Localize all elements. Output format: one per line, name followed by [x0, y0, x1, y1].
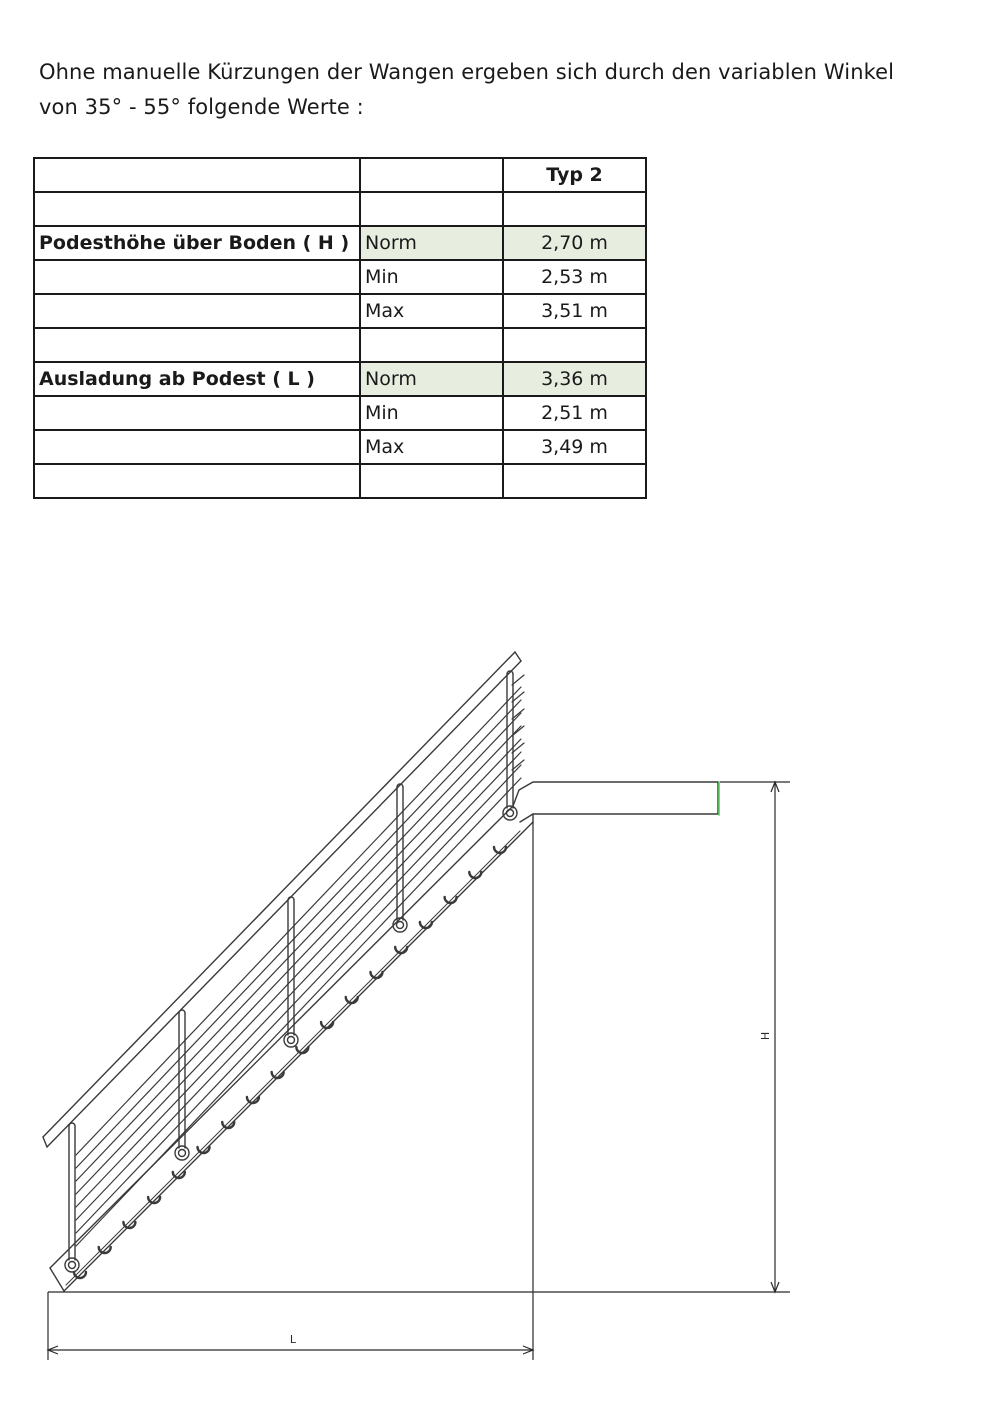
post-base-inner [179, 1150, 186, 1157]
post-base-inner [397, 922, 404, 929]
railing-bar [76, 739, 521, 1207]
table-spacer-row [34, 464, 646, 498]
table-spacer-row [34, 192, 646, 226]
row-value: 2,51 m [503, 396, 646, 430]
row-kind: Norm [360, 226, 503, 260]
row-kind: Max [360, 430, 503, 464]
post-base [393, 918, 407, 932]
stringer-bottom-cap [50, 1268, 64, 1291]
railing-bar [76, 700, 521, 1168]
height-dimension-label: H [759, 1031, 772, 1041]
step-tread [346, 997, 358, 1003]
row-value: 3,36 m [503, 362, 646, 396]
handrail-end [43, 1137, 47, 1147]
group-label-length: Ausladung ab Podest ( L ) [34, 362, 360, 396]
handrail-end [515, 652, 521, 661]
table-row [34, 294, 646, 328]
post-base-inner [69, 1262, 76, 1269]
railing-post-cap [69, 1123, 75, 1126]
intro-line-2: von 35° - 55° folgende Werte : [39, 95, 364, 119]
group-label-height: Podesthöhe über Boden ( H ) [34, 226, 360, 260]
railing-bar [76, 713, 521, 1181]
post-base [175, 1146, 189, 1160]
railing-bar [76, 687, 521, 1155]
railing-bar [76, 765, 521, 1233]
row-value: 3,51 m [503, 294, 646, 328]
table-row [34, 396, 646, 430]
handrail-top [43, 652, 515, 1137]
railing-bar-end [512, 709, 524, 719]
post-base-inner [288, 1037, 295, 1044]
values-table [33, 157, 647, 499]
dimension-lines [48, 782, 790, 1360]
stair-illustration [43, 652, 719, 1291]
post-base [65, 1258, 79, 1272]
railing-bar [76, 726, 521, 1194]
railing-bar [76, 778, 521, 1246]
railing-bar-end [512, 726, 524, 736]
railing-bar-end [512, 692, 524, 702]
column-header-typ2: Typ 2 [503, 158, 646, 192]
row-value: 2,70 m [503, 226, 646, 260]
railing-bar [76, 752, 521, 1220]
railing-bar-end [512, 743, 524, 753]
table-row [34, 260, 646, 294]
stair-drawing [0, 560, 1000, 1400]
railing-post-cap [179, 1010, 185, 1013]
row-value: 2,53 m [503, 260, 646, 294]
row-kind: Min [360, 396, 503, 430]
table-header-row [34, 158, 646, 192]
post-base-inner [507, 810, 514, 817]
table-row [34, 226, 646, 260]
intro-text [39, 55, 939, 125]
row-kind: Min [360, 260, 503, 294]
stringer-top-line [50, 806, 513, 1268]
table-row [34, 430, 646, 464]
step-tread [494, 847, 506, 853]
table-row [34, 362, 646, 396]
row-kind: Norm [360, 362, 503, 396]
table-spacer-row [34, 328, 646, 362]
post-base [284, 1033, 298, 1047]
railing-bar-end [512, 675, 524, 685]
landing-platform [513, 782, 718, 822]
length-dimension-label: L [289, 1333, 297, 1346]
intro-line-1: Ohne manuelle Kürzungen der Wangen ergeben sich durch den variablen Winkel [39, 60, 895, 84]
row-kind: Max [360, 294, 503, 328]
row-value: 3,49 m [503, 430, 646, 464]
